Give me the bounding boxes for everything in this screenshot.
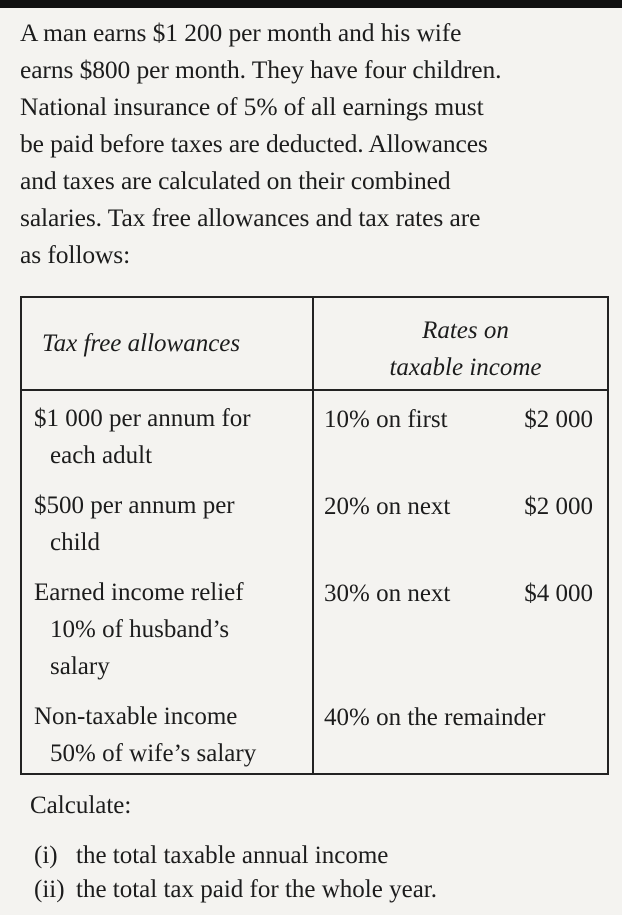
table-header-divider	[22, 389, 607, 391]
tax-table	[20, 296, 609, 775]
allowance-non-taxable-income	[34, 698, 256, 772]
allowance-child	[34, 487, 235, 561]
allowance-line: $1 000 per annum for	[34, 405, 251, 432]
intro-line: as follows:	[20, 240, 131, 269]
header-rates-line1: Rates on	[422, 317, 509, 344]
rate-label: 30% on next	[324, 580, 451, 607]
calculate-prompt: Calculate:	[30, 792, 132, 819]
rate-label: 20% on next	[324, 493, 451, 520]
rate-label: 10% on first	[324, 406, 448, 433]
intro-line: National insurance of 5% of all earnings must	[20, 92, 484, 121]
allowance-line: Non-taxable income	[34, 703, 238, 730]
question-text: the total tax paid for the whole year.	[76, 876, 437, 903]
header-tax-free-allowances: Tax free allowances	[42, 330, 241, 357]
intro-line: be paid before taxes are deducted. Allowances	[20, 129, 488, 158]
allowance-earned-income-relief	[34, 574, 244, 685]
question-number: (ii)	[34, 876, 65, 903]
rate-label: 40% on the remainder	[324, 704, 546, 731]
allowance-line: 10% of husband’s	[50, 616, 230, 643]
intro-line: A man earns $1 200 per month and his wife	[20, 18, 462, 47]
question-item	[34, 876, 437, 904]
allowance-adult	[34, 400, 251, 474]
allowance-line: salary	[50, 653, 110, 680]
top-edge-bar	[0, 0, 622, 8]
intro-line: and taxes are calculated on their combined	[20, 166, 451, 195]
header-rates-line2: taxable income	[389, 354, 542, 381]
intro-line: earns $800 per month. They have four children.	[20, 55, 502, 84]
allowance-line: 50% of wife’s salary	[50, 740, 257, 767]
allowance-line: child	[50, 529, 100, 556]
intro-line: salaries. Tax free allowances and tax rates are	[20, 203, 481, 232]
allowance-line: each adult	[50, 442, 153, 469]
question-text: the total taxable annual income	[76, 842, 389, 869]
allowance-line: $500 per annum per	[34, 492, 235, 519]
table-column-divider	[312, 298, 314, 773]
question-number: (i)	[34, 842, 58, 869]
rate-amount: $2 000	[524, 406, 593, 433]
problem-statement	[20, 14, 610, 273]
rate-amount: $4 000	[524, 580, 593, 607]
question-item	[34, 842, 388, 870]
rate-amount: $2 000	[524, 493, 593, 520]
allowance-line: Earned income relief	[34, 579, 244, 606]
header-rates	[322, 312, 609, 386]
